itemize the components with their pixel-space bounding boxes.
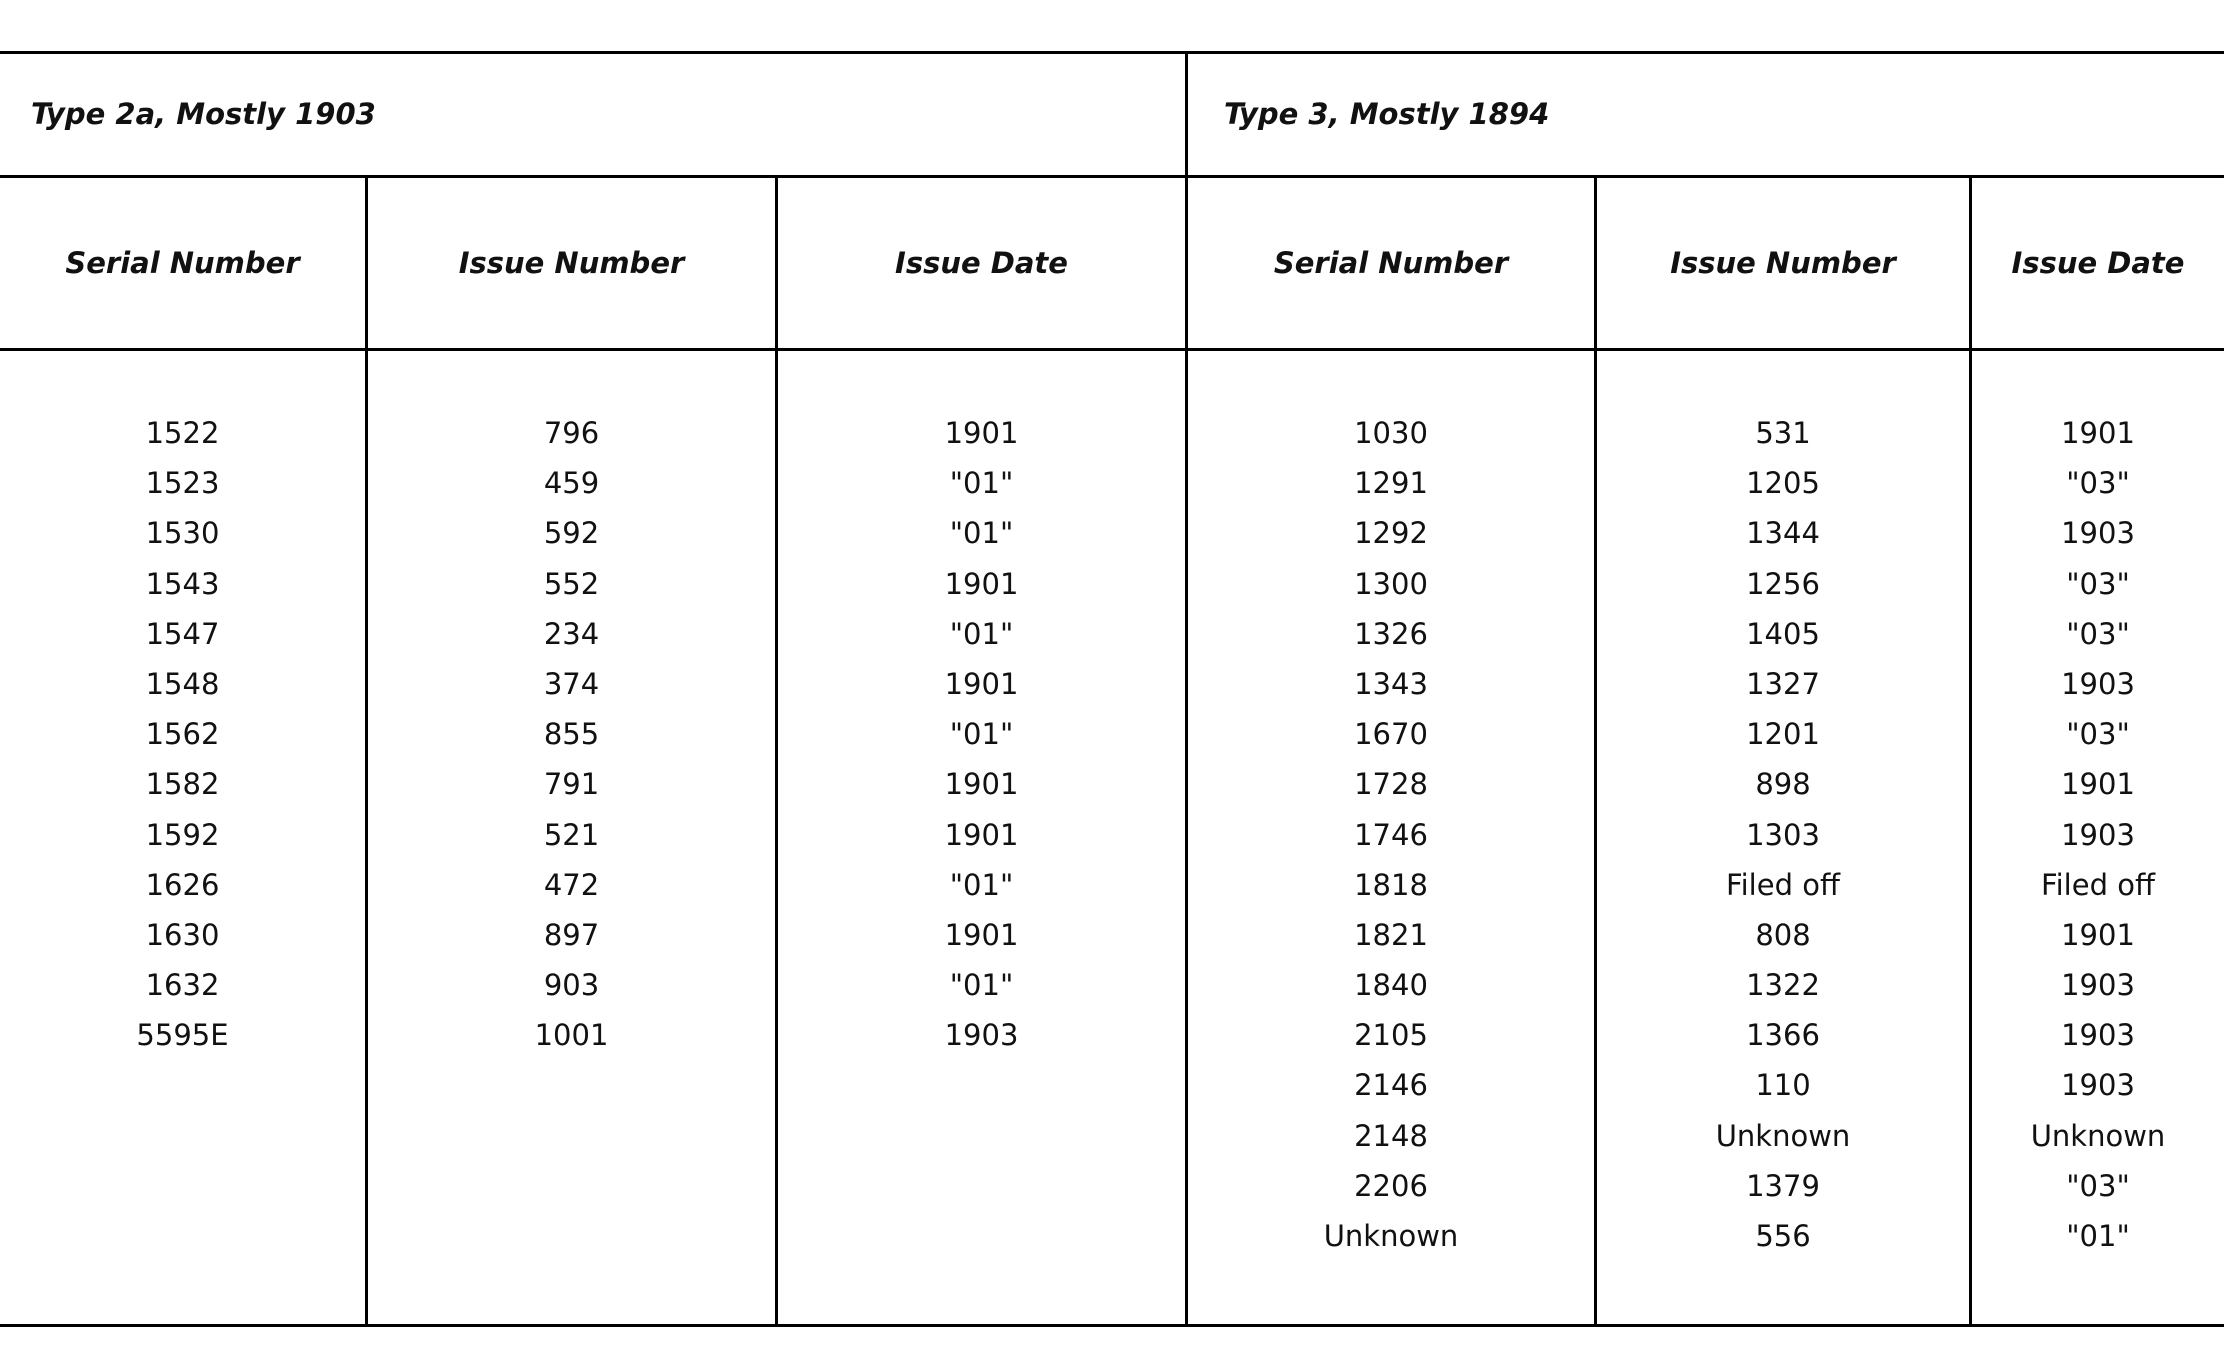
table-cell: 1903 xyxy=(2061,516,2135,551)
table-cell: "01" xyxy=(949,516,1014,551)
table-cell: 1530 xyxy=(145,516,220,551)
table-cell: 1582 xyxy=(145,767,220,802)
table-cell: 1379 xyxy=(1746,1168,1820,1203)
table-cell: 1746 xyxy=(1354,817,1428,852)
table-cell: "01" xyxy=(949,717,1014,752)
table-cell: 1405 xyxy=(1746,616,1820,651)
table-cell: 1901 xyxy=(944,917,1019,952)
table-cell: 374 xyxy=(543,666,600,701)
table-cell: 1291 xyxy=(1354,466,1428,501)
table-cell: "01" xyxy=(949,466,1014,501)
table-cell: Unknown xyxy=(1715,1118,1851,1153)
table-cell: 1366 xyxy=(1746,1018,1820,1053)
header-serial-number: Serial Number xyxy=(65,245,300,280)
header-issue-number: Issue Number xyxy=(458,245,685,280)
table-cell: 1670 xyxy=(1354,717,1428,752)
table-cell: 521 xyxy=(543,817,600,852)
table-cell: "03" xyxy=(2066,1168,2130,1203)
table-cell: 791 xyxy=(543,767,600,802)
table-cell: 1728 xyxy=(1354,767,1428,802)
table-cell: 1326 xyxy=(1354,616,1428,651)
table-cell: 552 xyxy=(543,566,600,601)
group-title-type2a: Type 2a, Mostly 1903 xyxy=(31,97,376,131)
table-cell: 897 xyxy=(543,917,600,952)
table-cell: 592 xyxy=(543,516,600,551)
table-cell: 1901 xyxy=(2061,917,2135,952)
table-cell: "03" xyxy=(2066,466,2130,501)
table-cell: 2206 xyxy=(1354,1168,1428,1203)
table-cell: "03" xyxy=(2066,616,2130,651)
table-cell: 1523 xyxy=(145,466,220,501)
table-cell: 1903 xyxy=(2061,1018,2135,1053)
table-cell: "03" xyxy=(2066,566,2130,601)
table-cell: 1522 xyxy=(145,416,220,450)
table-cell: 1901 xyxy=(2061,767,2135,802)
table-cell: 1322 xyxy=(1746,968,1820,1003)
header-serial-number: Serial Number xyxy=(1273,245,1509,280)
table-cell: Unknown xyxy=(2030,1118,2166,1153)
table-cell: "01" xyxy=(2066,1219,2130,1253)
table-cell: 2146 xyxy=(1354,1068,1428,1103)
type2a-issue-number-column xyxy=(368,408,775,1060)
table-cell: 1632 xyxy=(145,968,220,1003)
table-cell: 1903 xyxy=(2061,968,2135,1003)
table-cell: "01" xyxy=(949,867,1014,902)
table-cell: 472 xyxy=(543,867,600,902)
table-cell: 1543 xyxy=(145,566,220,601)
table-cell: 1901 xyxy=(944,666,1019,701)
table-cell: 1903 xyxy=(944,1018,1019,1053)
table-cell: 1901 xyxy=(2061,416,2135,450)
table-cell: 1548 xyxy=(145,666,220,701)
table-cell: 1901 xyxy=(944,817,1019,852)
table-cell: 2148 xyxy=(1354,1118,1428,1153)
type2a-issue-date-column xyxy=(778,408,1185,1060)
type2a-serial-column xyxy=(0,408,365,1060)
table-cell: "01" xyxy=(949,968,1014,1003)
table-cell: 1201 xyxy=(1746,717,1820,752)
table-cell: 234 xyxy=(543,616,600,651)
table-cell: 459 xyxy=(543,466,600,501)
table-cell: 1901 xyxy=(944,566,1019,601)
table-cell: 903 xyxy=(543,968,600,1003)
type3-issue-date-column xyxy=(1972,408,2224,1261)
group-title-type3: Type 3, Mostly 1894 xyxy=(1224,97,1550,131)
table-cell: 1292 xyxy=(1354,516,1428,551)
table-cell: "01" xyxy=(949,616,1014,651)
table-cell: 1300 xyxy=(1354,566,1428,601)
header-issue-date: Issue Date xyxy=(895,245,1068,280)
table-cell: 1344 xyxy=(1746,516,1820,551)
table-cell: 1630 xyxy=(145,917,220,952)
table-bottom-border xyxy=(0,1324,2224,1327)
table-cell: 1903 xyxy=(2061,1068,2135,1103)
table-cell: 1343 xyxy=(1354,666,1428,701)
table-cell: 808 xyxy=(1755,917,1811,952)
table-cell: 531 xyxy=(1755,416,1811,450)
table-cell: 1592 xyxy=(145,817,220,852)
table-cell: 1821 xyxy=(1354,917,1428,952)
table-cell: "03" xyxy=(2066,717,2130,752)
table-cell: 1901 xyxy=(944,767,1019,802)
table-cell: 1205 xyxy=(1746,466,1820,501)
table-cell: Unknown xyxy=(1323,1219,1459,1253)
table-cell: 1903 xyxy=(2061,817,2135,852)
type3-issue-number-column xyxy=(1597,408,1969,1261)
table-cell: 855 xyxy=(543,717,600,752)
table-cell: 1903 xyxy=(2061,666,2135,701)
table-cell: 1562 xyxy=(145,717,220,752)
table-cell: 796 xyxy=(543,416,600,450)
table-cell: 1818 xyxy=(1354,867,1428,902)
table-cell: 898 xyxy=(1755,767,1811,802)
header-issue-date: Issue Date xyxy=(2011,245,2185,280)
table-cell: 1547 xyxy=(145,616,220,651)
table-cell: Filed off xyxy=(1726,867,1840,902)
table-cell: Filed off xyxy=(2041,867,2155,902)
table-cell: 1001 xyxy=(534,1018,609,1053)
table-cell: 1256 xyxy=(1746,566,1820,601)
table-cell: 1626 xyxy=(145,867,220,902)
type3-serial-column xyxy=(1188,408,1594,1261)
header-issue-number: Issue Number xyxy=(1670,245,1896,280)
table-cell: 1327 xyxy=(1746,666,1820,701)
table-cell: 1840 xyxy=(1354,968,1428,1003)
table-cell: 2105 xyxy=(1354,1018,1428,1053)
table-cell: 110 xyxy=(1755,1068,1811,1103)
table-cell: 1030 xyxy=(1354,416,1428,450)
table-cell: 1303 xyxy=(1746,817,1820,852)
table-cell: 1901 xyxy=(944,416,1019,450)
table-cell: 5595E xyxy=(136,1018,229,1053)
table-cell: 556 xyxy=(1755,1219,1811,1253)
